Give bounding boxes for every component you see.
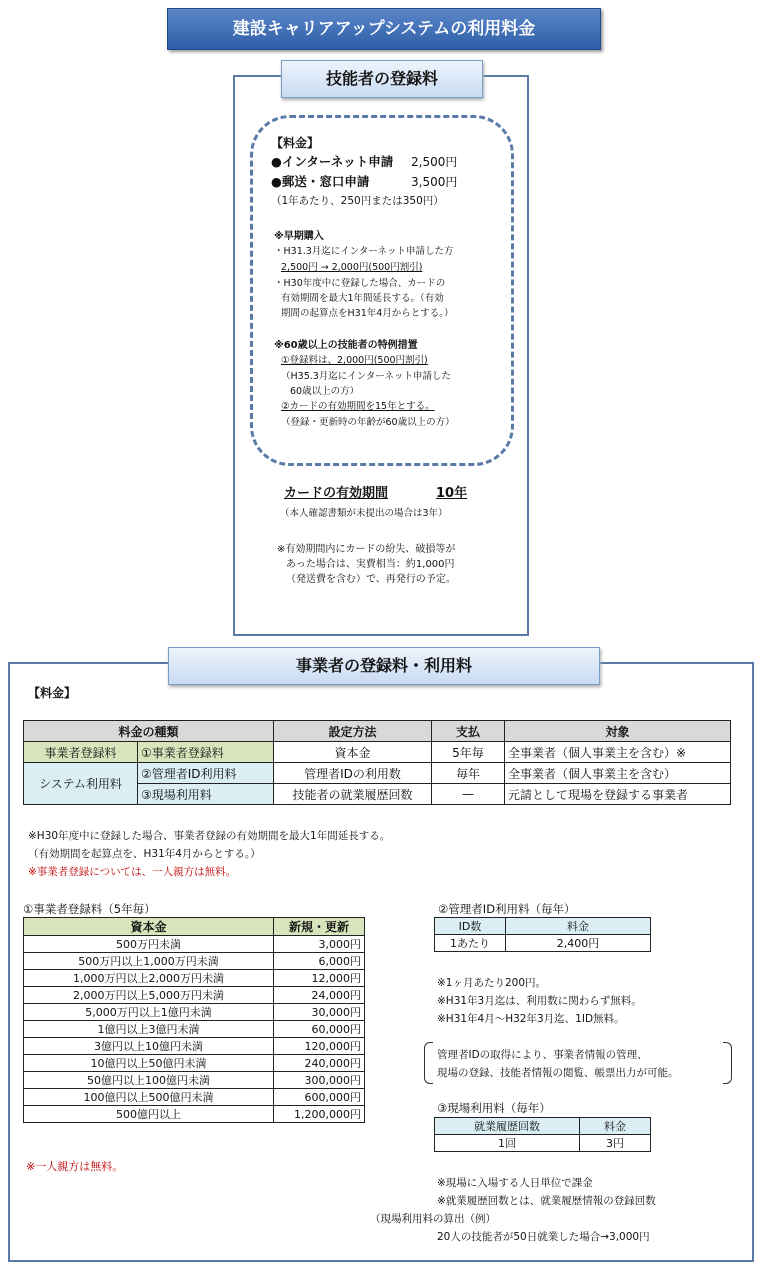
- internet-label: ●インターネット申請: [271, 154, 394, 169]
- admin-note: ※1ヶ月あたり200円。: [437, 977, 547, 989]
- registration-note-red: ※一人親方は無料。: [26, 1160, 124, 1173]
- site-note: ※就業履歴回数とは、就業履歴情報の登録回数: [437, 1195, 656, 1207]
- site-note: ※現場に入場する人日単位で課金: [437, 1177, 593, 1189]
- capital-cell: 1億円以上3億円未満: [24, 1021, 274, 1038]
- fee-types-table: [23, 720, 731, 805]
- site-table-title: ③現場利用料（毎年）: [437, 1101, 551, 1115]
- table-row: [24, 1038, 365, 1055]
- capital-cell: 100億円以上500億円未満: [24, 1089, 274, 1106]
- business-banner: 事業者の登録料・利用料: [168, 647, 600, 685]
- header-fee: 料金: [580, 1118, 651, 1135]
- mail-fee: 3,500円: [411, 175, 458, 189]
- page-title: 建設キャリアアップシステムの利用料金: [167, 8, 601, 50]
- business-note-red: ※事業者登録については、一人親方は無料。: [28, 866, 237, 878]
- header-id-count: ID数: [435, 918, 506, 935]
- fee-cell: 60,000円: [274, 1021, 365, 1038]
- group-cell: 事業者登録料: [24, 742, 138, 763]
- fee-cell: 6,000円: [274, 953, 365, 970]
- header-target: 対象: [505, 721, 731, 742]
- early-heading: ※早期購入: [274, 231, 324, 242]
- business-fee-heading: 【料金】: [28, 686, 77, 700]
- table-header-row: [435, 918, 651, 935]
- fee-cell: 12,000円: [274, 970, 365, 987]
- per-year-note: （1年あたり、250円または350円）: [271, 195, 444, 207]
- table-row: [24, 936, 365, 953]
- id-count-cell: 1あたり: [435, 935, 506, 952]
- admin-box-text: 管理者IDの取得により、事業者情報の管理、: [437, 1049, 648, 1061]
- table-row: [24, 763, 731, 784]
- pay-cell: —: [432, 784, 505, 805]
- admin-id-table: [434, 917, 651, 952]
- early-line: 期間の起算点をH31年4月からとする。）: [281, 308, 454, 319]
- table-row: [24, 987, 365, 1004]
- header-history-count: 就業履歴回数: [435, 1118, 580, 1135]
- capital-cell: 3億円以上10億円未満: [24, 1038, 274, 1055]
- table-row: [24, 953, 365, 970]
- target-cell: 全事業者（個人事業主を含む）※: [505, 742, 731, 763]
- internet-fee: 2,500円: [411, 155, 458, 169]
- site-note: 20人の技能者が50日就業した場合→3,000円: [437, 1231, 650, 1243]
- reissue-note: ※有効期間内にカードの紛失、破損等が: [277, 544, 456, 555]
- admin-box-text: 現場の登録、技能者情報の閲覧、帳票出力が可能。: [437, 1067, 679, 1079]
- table-row: [435, 1135, 651, 1152]
- header-fee-type: 料金の種類: [24, 721, 274, 742]
- card-validity-note: （本人確認書類が未提出の場合は3年）: [280, 508, 448, 519]
- capital-cell: 500万円未満: [24, 936, 274, 953]
- site-note: （現場利用料の算出（例）: [370, 1213, 496, 1225]
- early-line: 2,500円 → 2,000円(500円割引): [281, 262, 423, 273]
- right-bracket: [723, 1042, 732, 1084]
- table-header-row: [24, 721, 731, 742]
- fee-cell: 600,000円: [274, 1089, 365, 1106]
- fee-cell: 3,000円: [274, 936, 365, 953]
- admin-note: ※H31年3月迄は、利用数に関わらず無料。: [437, 995, 642, 1007]
- early-line: 有効期間を最大1年間延長する。（有効: [281, 293, 444, 304]
- reissue-note: （発送費を含む）で、再発行の予定。: [286, 574, 456, 585]
- capital-cell: 10億円以上50億円未満: [24, 1055, 274, 1072]
- table-row: [24, 970, 365, 987]
- table-row: [435, 935, 651, 952]
- registration-fee-table: [23, 917, 365, 1123]
- header-method: 設定方法: [274, 721, 432, 742]
- method-cell: 技能者の就業履歴回数: [274, 784, 432, 805]
- method-cell: 管理者IDの利用数: [274, 763, 432, 784]
- group-cell: システム利用料: [24, 763, 138, 805]
- left-bracket: [424, 1042, 433, 1084]
- header-payment: 支払: [432, 721, 505, 742]
- fee-cell: 30,000円: [274, 1004, 365, 1021]
- table-row: [24, 1089, 365, 1106]
- business-note: （有効期間を起算点を、H31年4月からとする。）: [28, 848, 261, 860]
- table-row: [24, 1055, 365, 1072]
- reissue-note: あった場合は、実費相当：約1,000円: [286, 559, 455, 570]
- pay-cell: 毎年: [432, 763, 505, 784]
- header-new-renew: 新規・更新: [274, 918, 365, 936]
- worker-banner: 技能者の登録料: [281, 60, 483, 98]
- fee-cell: 3円: [580, 1135, 651, 1152]
- senior-line: （H35.3月迄にインターネット申請した: [281, 371, 451, 382]
- history-count-cell: 1回: [435, 1135, 580, 1152]
- item-cell: ②管理者ID利用料: [138, 763, 274, 784]
- mail-label: ●郵送・窓口申請: [271, 174, 370, 189]
- admin-note: ※H31年4月～H32年3月迄、1ID無料。: [437, 1013, 625, 1025]
- senior-line: 60歳以上の方）: [290, 386, 360, 397]
- item-cell: ③現場利用料: [138, 784, 274, 805]
- fee-cell: 2,400円: [506, 935, 651, 952]
- capital-cell: 500万円以上1,000万円未満: [24, 953, 274, 970]
- capital-cell: 1,000万円以上2,000万円未満: [24, 970, 274, 987]
- fee-cell: 300,000円: [274, 1072, 365, 1089]
- worker-fee-heading: 【料金】: [271, 136, 320, 150]
- target-cell: 全事業者（個人事業主を含む）: [505, 763, 731, 784]
- fee-cell: 1,200,000円: [274, 1106, 365, 1123]
- target-cell: 元請として現場を登録する事業者: [505, 784, 731, 805]
- site-usage-table: [434, 1117, 651, 1152]
- item-cell: ①事業者登録料: [138, 742, 274, 763]
- header-fee: 料金: [506, 918, 651, 935]
- card-validity-years: 10年: [436, 486, 468, 501]
- table-row: [24, 1072, 365, 1089]
- card-validity-label: カードの有効期間: [284, 486, 389, 501]
- senior-line: ②カードの有効期間を15年とする。: [281, 401, 435, 412]
- method-cell: 資本金: [274, 742, 432, 763]
- table-header-row: [435, 1118, 651, 1135]
- table-header-row: [24, 918, 365, 936]
- table-row: [24, 1106, 365, 1123]
- pay-cell: 5年毎: [432, 742, 505, 763]
- fee-cell: 240,000円: [274, 1055, 365, 1072]
- business-note: ※H30年度中に登録した場合、事業者登録の有効期間を最大1年間延長する。: [28, 830, 391, 842]
- capital-cell: 50億円以上100億円未満: [24, 1072, 274, 1089]
- fee-cell: 24,000円: [274, 987, 365, 1004]
- header-capital: 資本金: [24, 918, 274, 936]
- capital-cell: 5,000万円以上1億円未満: [24, 1004, 274, 1021]
- early-line: ・H31.3月迄にインターネット申請した方: [274, 246, 454, 257]
- senior-line: ①登録料は、2,000円(500円割引): [281, 355, 428, 366]
- early-line: ・H30年度中に登録した場合、カードの: [274, 278, 446, 289]
- fee-cell: 120,000円: [274, 1038, 365, 1055]
- registration-table-title: ①事業者登録料（5年毎）: [23, 902, 156, 916]
- capital-cell: 500億円以上: [24, 1106, 274, 1123]
- capital-cell: 2,000万円以上5,000万円未満: [24, 987, 274, 1004]
- senior-line: （登録・更新時の年齢が60歳以上の方）: [281, 417, 455, 428]
- admin-table-title: ②管理者ID利用料（毎年）: [438, 902, 576, 916]
- table-row: [24, 742, 731, 763]
- table-row: [24, 1021, 365, 1038]
- table-row: [24, 1004, 365, 1021]
- senior-heading: ※60歳以上の技能者の特例措置: [274, 340, 418, 351]
